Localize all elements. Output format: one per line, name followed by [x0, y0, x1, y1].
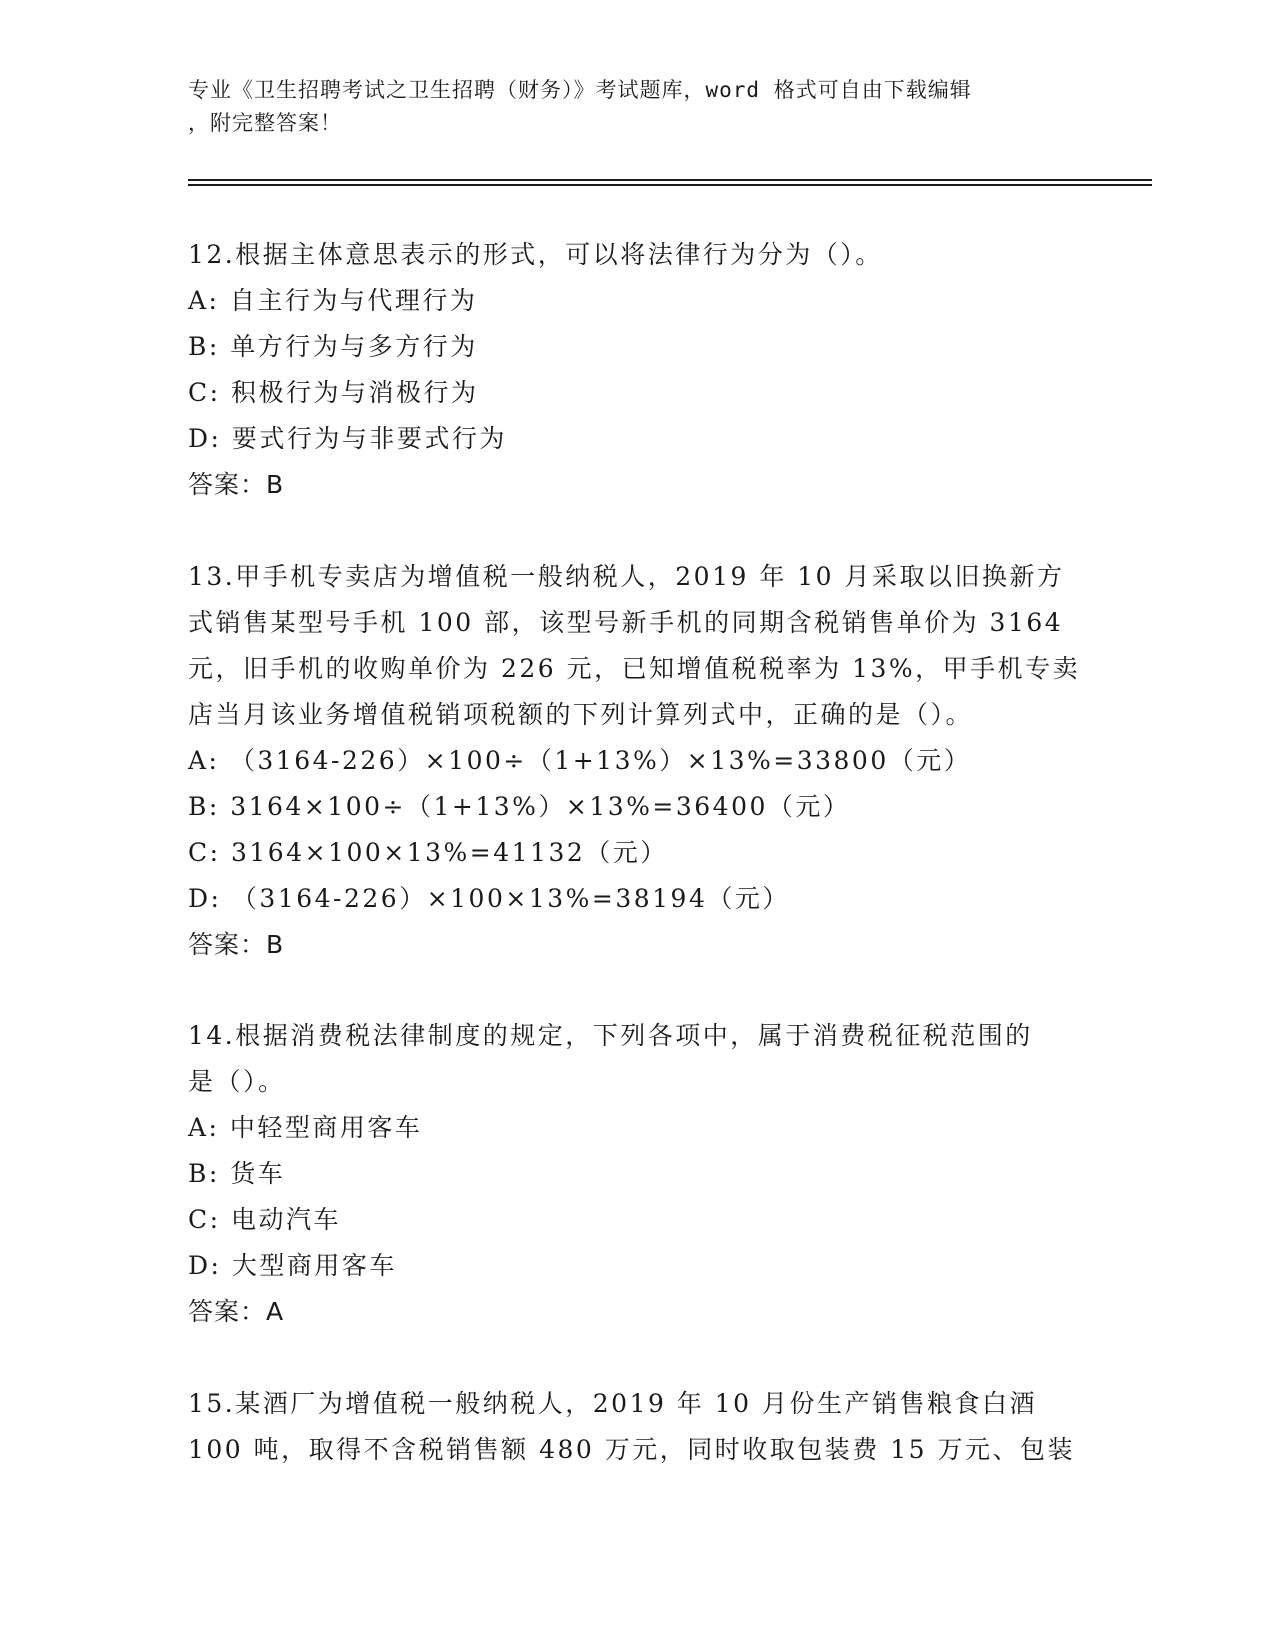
document-header — [188, 74, 1068, 140]
question-14 — [188, 1013, 1088, 1335]
question-stem-line: 15.某酒厂为增值税一般纳税人，2019 年 10 月份生产销售粮食白酒 — [188, 1389, 1038, 1418]
answer: 答案：B — [188, 470, 285, 499]
option-d: D: （3164-226）×100×13%=38194（元） — [188, 884, 790, 913]
answer: 答案：A — [188, 1297, 285, 1326]
option-a: A: （3164-226）×100÷（1+13%）×13%=33800（元） — [188, 746, 972, 775]
question-stem: 12.根据主体意思表示的形式，可以将法律行为分为（）。 — [188, 240, 883, 269]
question-stem-line: 元，旧手机的收购单价为 226 元，已知增值税税率为 13%，甲手机专卖 — [188, 654, 1081, 683]
option-d: D: 大型商用客车 — [188, 1251, 397, 1280]
option-a: A: 自主行为与代理行为 — [188, 286, 478, 315]
question-13 — [188, 554, 1088, 968]
option-b: B: 单方行为与多方行为 — [188, 332, 478, 361]
question-15 — [188, 1381, 1088, 1473]
question-stem-line: 店当月该业务增值税销项税额的下列计算列式中，正确的是（）。 — [188, 700, 974, 729]
option-a: A: 中轻型商用客车 — [188, 1113, 423, 1142]
header-line-1: 专业《卫生招聘考试之卫生招聘（财务）》考试题库，word 格式可自由下载编辑 — [188, 78, 972, 102]
question-stem-line: 式销售某型号手机 100 部，该型号新手机的同期含税销售单价为 3164 — [188, 608, 1064, 637]
header-line-2: ，附完整答案！ — [188, 111, 342, 135]
option-b: B: 3164×100÷（1+13%）×13%=36400（元） — [188, 792, 851, 821]
question-12 — [188, 232, 1088, 508]
header-divider-bottom — [188, 184, 1152, 186]
question-stem-line: 100 吨，取得不含税销售额 480 万元，同时收取包装费 15 万元、包装 — [188, 1435, 1075, 1464]
question-stem-line: 14.根据消费税法律制度的规定，下列各项中，属于消费税征税范围的 — [188, 1021, 1033, 1050]
option-b: B: 货车 — [188, 1159, 286, 1188]
option-c: C: 电动汽车 — [188, 1205, 341, 1234]
option-d: D: 要式行为与非要式行为 — [188, 424, 507, 453]
question-stem-line: 是（）。 — [188, 1067, 286, 1096]
option-c: C: 3164×100×13%=41132（元） — [188, 838, 668, 867]
answer: 答案：B — [188, 930, 285, 959]
option-c: C: 积极行为与消极行为 — [188, 378, 479, 407]
header-divider-top — [188, 179, 1152, 181]
question-stem-line: 13.甲手机专卖店为增值税一般纳税人，2019 年 10 月采取以旧换新方 — [188, 562, 1065, 591]
